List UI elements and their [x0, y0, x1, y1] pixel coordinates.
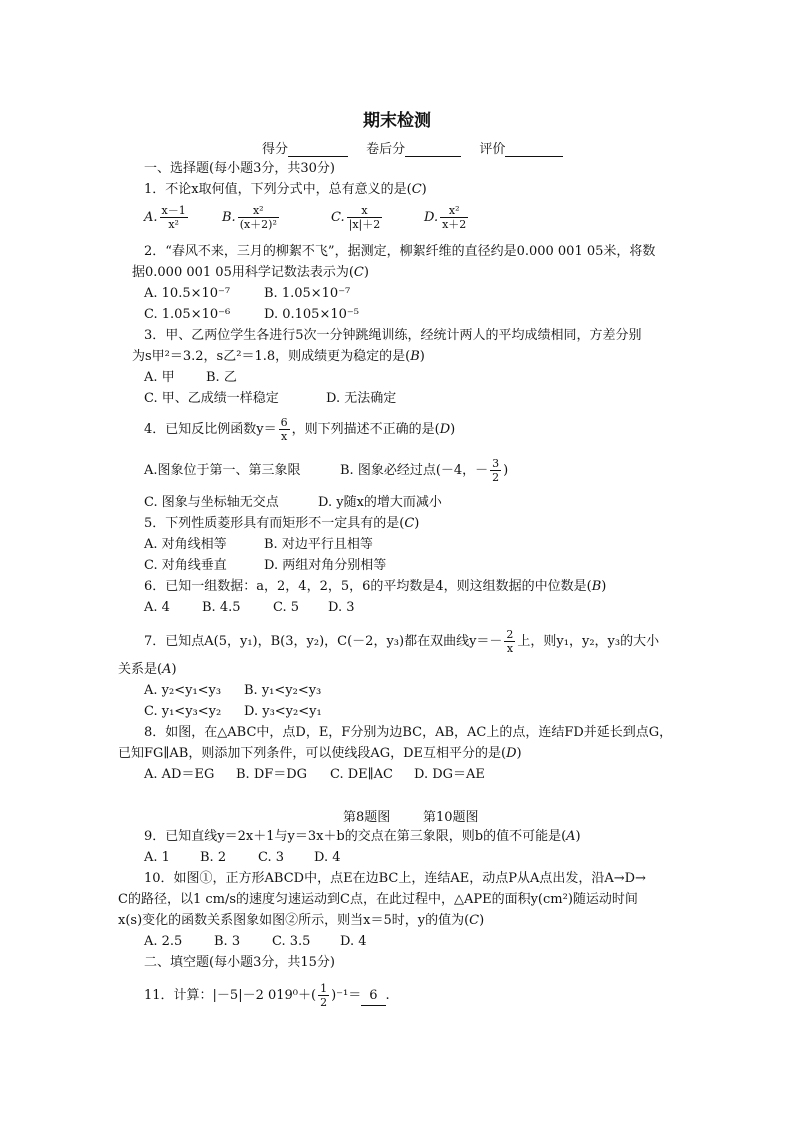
q9-option-b[interactable]: B. 2 [200, 850, 227, 865]
question-7-stem: 7．已知点A(5，y₁)，B(3，y₂)，C(－2，y₃)都在双曲线y＝－ $\frac{2}{x}$ 上，则y₁，y₂，y₃的大小 [144, 628, 660, 655]
question-5-stem: 5．下列性质菱形具有而矩形不一定具有的是(C) [144, 516, 420, 531]
evaluation-label: 评价 [479, 142, 506, 157]
q2-option-b[interactable]: B. 1.05×10⁻⁷ [264, 286, 351, 301]
q3-option-a[interactable]: A. 甲 [144, 370, 175, 385]
question-2-line-2: 据0.000 001 05用科学记数法表示为(C) [132, 265, 369, 280]
q5-option-d[interactable]: D. 两组对角分别相等 [264, 558, 387, 573]
q1-option-d[interactable]: D. $\frac{\text{x²}}{x+2}$ [424, 204, 467, 231]
q1-option-b[interactable]: B. $\frac{\text{x²}}{\text{(x＋2)²}}$ [222, 204, 277, 231]
q1-option-c[interactable]: C. $\frac{x}{|x|+2}$ [331, 204, 381, 231]
question-8-line-2: 已知FG∥AB，则添加下列条件，可以使线段AG，DE互相平分的是(D) [118, 746, 522, 761]
question-3-line-1: 3．甲、乙两位学生各进行5次一分钟跳绳训练，经统计两人的平均成绩相同，方差分别 [144, 328, 642, 343]
q8-option-c[interactable]: C. DE∥AC [330, 767, 394, 782]
q8-option-b[interactable]: B. DF＝DG [236, 767, 308, 782]
q5-option-b[interactable]: B. 对边平行且相等 [264, 537, 373, 552]
question-10-line-3: x(s)变化的函数关系图象如图②所示，则当x＝5时，y的值为(C) [118, 913, 485, 928]
q3-option-c[interactable]: C. 甲、乙成绩一样稳定 [144, 391, 279, 406]
question-3-line-2: 为s甲²＝3.2，s乙²＝1.8，则成绩更为稳定的是(B) [132, 349, 425, 364]
question-10-line-1: 10．如图①，正方形ABCD中，点E在边BC上，连结AE，动点P从A点出发，沿A→D→ [144, 871, 646, 886]
q8-option-a[interactable]: A. AD＝EG [144, 767, 215, 782]
score-label: 得分 [262, 142, 289, 157]
q2-option-a[interactable]: A. 10.5×10⁻⁷ [144, 286, 231, 301]
q2-option-d[interactable]: D. 0.105×10⁻⁵ [264, 307, 359, 322]
figure-10-caption: 第10题图 [423, 810, 479, 825]
q10-option-d[interactable]: D. 4 [340, 934, 367, 949]
q10-option-c[interactable]: C. 3.5 [272, 934, 311, 949]
q2-option-c[interactable]: C. 1.05×10⁻⁶ [144, 307, 231, 322]
score-blank[interactable] [288, 142, 348, 157]
q5-option-a[interactable]: A. 对角线相等 [144, 537, 227, 552]
section-fill-heading: 二、填空题(每小题3分，共15分) [144, 955, 335, 970]
section-choice-heading: 一、选择题(每小题3分，共30分) [144, 161, 335, 176]
q4-option-b[interactable]: B. 图象必经过点(－4，－ $\frac{3}{2}$ ) [340, 457, 509, 484]
q10-option-b[interactable]: B. 3 [214, 934, 241, 949]
q4-option-a[interactable]: A.图象位于第一、第三象限 [144, 463, 301, 478]
q6-option-d[interactable]: D. 3 [328, 600, 355, 615]
question-8-line-1: 8．如图，在△ABC中，点D，E，F分别为边BC，AB，AC上的点，连结FD并延长到点G， [144, 725, 673, 740]
post-score-blank[interactable] [405, 142, 461, 157]
score-row [262, 138, 577, 157]
q9-option-d[interactable]: D. 4 [314, 850, 341, 865]
q6-option-b[interactable]: B. 4.5 [202, 600, 241, 615]
q1-option-a[interactable]: A. $\frac{x-1}{\text{x²}}$ [144, 204, 186, 231]
q8-option-d[interactable]: D. DG＝AE [414, 767, 485, 782]
q6-option-c[interactable]: C. 5 [273, 600, 300, 615]
q7-option-c[interactable]: C. y₁<y₃<y₂ [144, 704, 222, 719]
question-11-stem: 11．计算：|－5|－2 019⁰＋( $\frac{1}{2}$ )⁻¹＝ 6 . [144, 982, 390, 1009]
q11-answer-blank[interactable]: 6 [361, 987, 385, 1006]
question-9-stem: 9．已知直线y＝2x＋1与y＝3x＋b的交点在第三象限，则b的值不可能是(A) [144, 829, 581, 844]
question-4-stem: 4．已知反比例函数y＝ $\frac{6}{x}$ ，则下列描述不正确的是(D) [144, 416, 456, 443]
q6-option-a[interactable]: A. 4 [144, 600, 170, 615]
q7-option-b[interactable]: B. y₁<y₂<y₃ [244, 683, 322, 698]
q3-option-b[interactable]: B. 乙 [206, 370, 237, 385]
post-score-label: 卷后分 [366, 142, 406, 157]
q10-option-a[interactable]: A. 2.5 [144, 934, 183, 949]
q7-option-d[interactable]: D. y₃<y₂<y₁ [244, 704, 322, 719]
figure-8-caption: 第8题图 [343, 810, 391, 825]
q7-option-a[interactable]: A. y₂<y₁<y₃ [144, 683, 222, 698]
q9-option-a[interactable]: A. 1 [144, 850, 170, 865]
q5-option-c[interactable]: C. 对角线垂直 [144, 558, 227, 573]
question-10-line-2: C的路径，以1 cm/s的速度匀速运动到C点，在此过程中，△APE的面积y(cm²)随运动时间 [118, 892, 638, 907]
question-7-line-2: 关系是(A) [118, 662, 177, 677]
q4-option-d[interactable]: D. y随x的增大而减小 [318, 495, 442, 510]
evaluation-blank[interactable] [505, 142, 563, 157]
q3-option-d[interactable]: D. 无法确定 [326, 391, 397, 406]
question-1-stem: 1．不论x取何值，下列分式中，总有意义的是(C) [144, 182, 427, 197]
question-6-stem: 6．已知一组数据：a，2，4，2，5，6的平均数是4，则这组数据的中位数是(B) [144, 579, 607, 594]
question-2-line-1: 2．“春风不来，三月的柳絮不飞”，据测定，柳絮纤维的直径约是0.000 001 05米，将数 [144, 244, 656, 259]
page-title: 期末检测 [363, 111, 431, 131]
q9-option-c[interactable]: C. 3 [258, 850, 285, 865]
q4-option-c[interactable]: C. 图象与坐标轴无交点 [144, 495, 279, 510]
